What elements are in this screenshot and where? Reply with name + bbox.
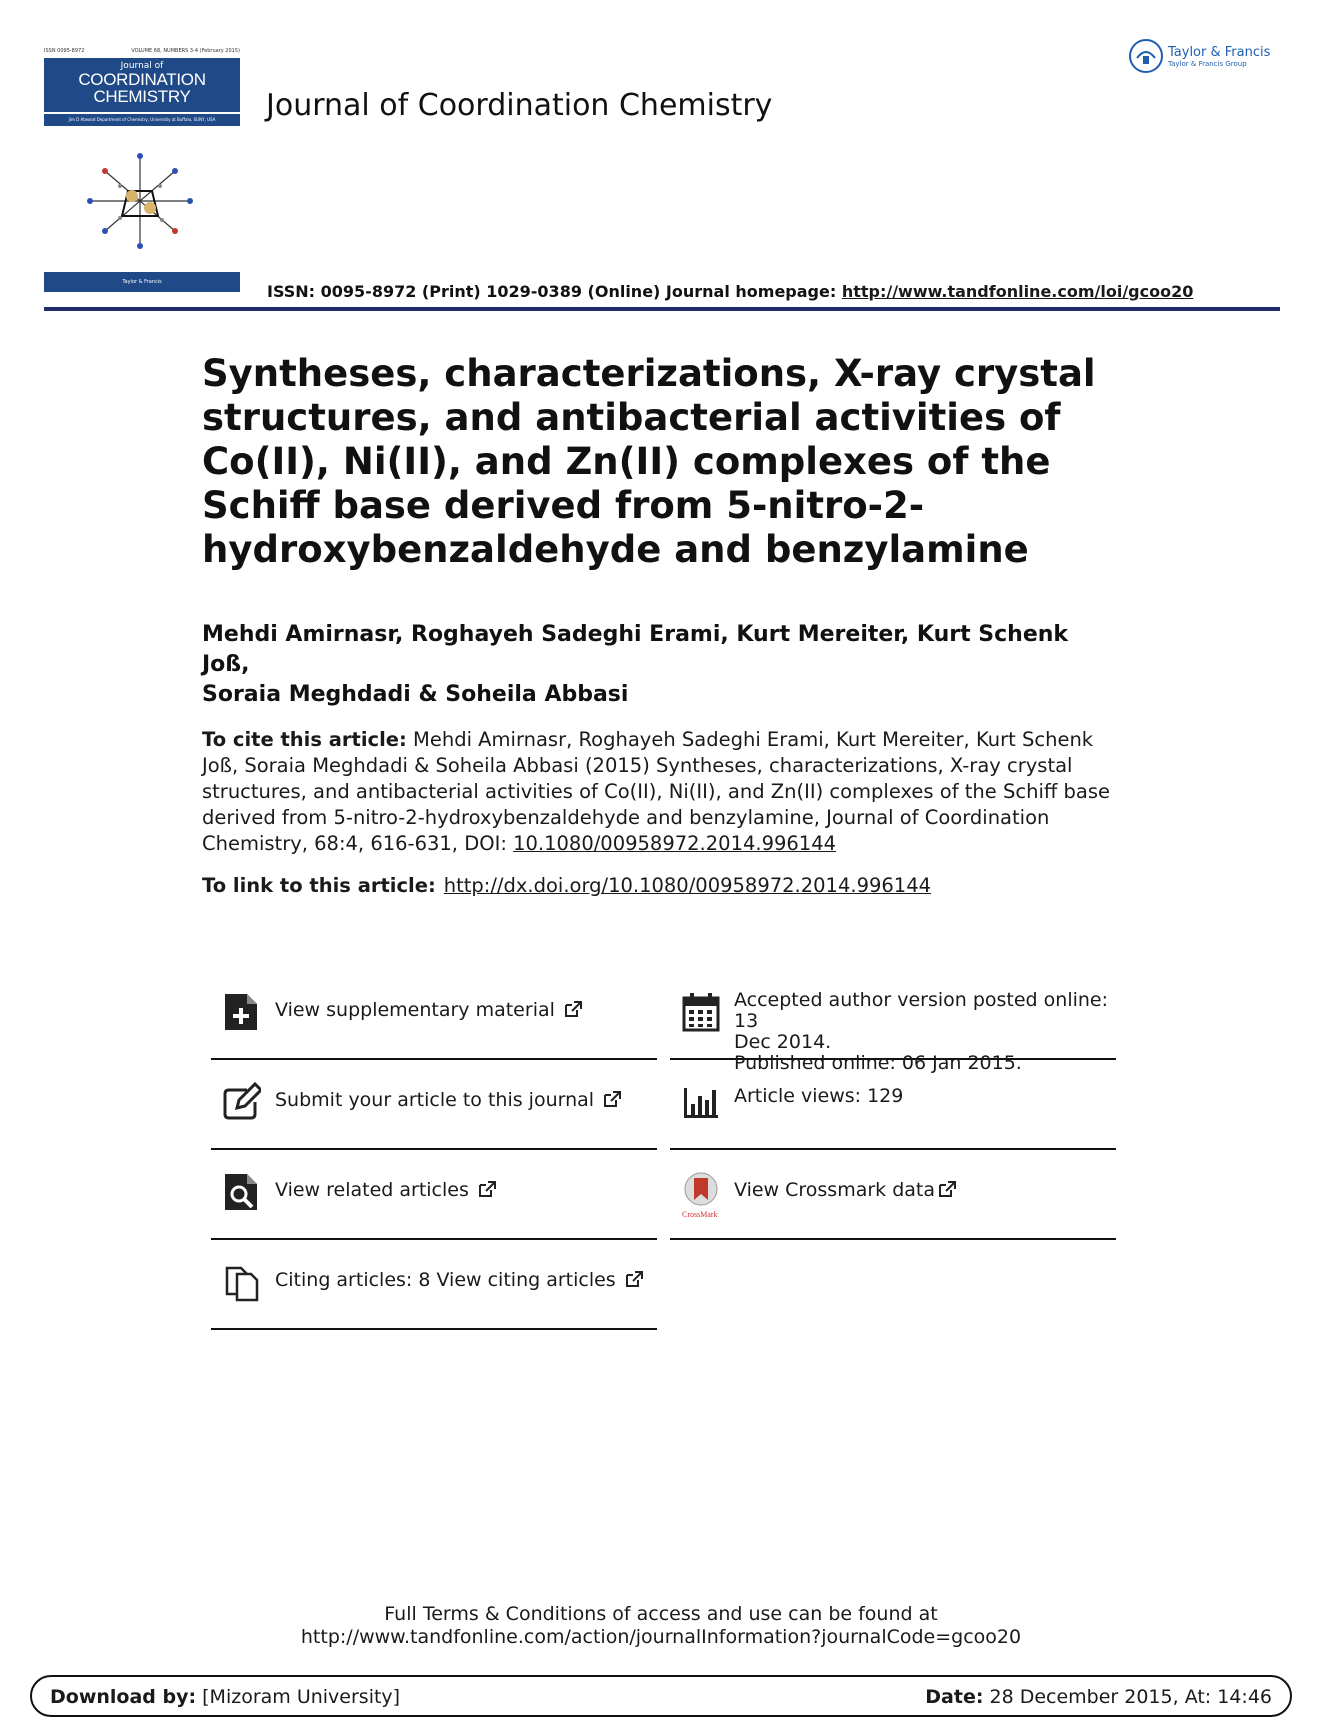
published-date: Published online: 06 Jan 2015. <box>734 1052 1022 1074</box>
cover-journal-of: Journal of <box>120 61 164 71</box>
journal-cover <box>44 48 240 292</box>
bar-chart-icon <box>682 1082 720 1122</box>
related-articles-link[interactable]: View related articles <box>275 1179 469 1201</box>
external-link-icon <box>477 1180 497 1198</box>
external-link-icon <box>563 1000 583 1018</box>
submit-article-link[interactable]: Submit your article to this journal <box>275 1089 595 1111</box>
external-link-icon <box>602 1090 622 1108</box>
publisher-group: Taylor & Francis Group <box>1168 59 1247 68</box>
download-date <box>925 1686 1272 1708</box>
accepted-date-line1: Accepted author version posted online: 13 <box>734 989 1109 1032</box>
related-cell[interactable] <box>211 1150 657 1240</box>
issn-text: ISSN: 0095-8972 (Print) 1029-0389 (Online) Journal homepage: <box>267 282 842 301</box>
submit-cell[interactable] <box>211 1060 657 1150</box>
journal-title: Journal of Coordination Chemistry <box>266 88 773 123</box>
cover-title-line1: COORDINATION <box>78 70 206 89</box>
cite-text: Mehdi Amirnasr, Roghayeh Sadeghi Erami, Kurt Mereiter, Kurt Schenk Joß, Soraia Meghdadi & Soheila Abbasi (2015) Syntheses, characterizations, X-ray crystal structures, and antibacterial activities of Co(II), Ni(II), and Zn(II) complexes of the Schiff base derived from 5-nitro-2-hydroxybenzaldehyde and benzylamine, Journal of Coordination Chemistry, 68:4, 616-631, DOI: <box>202 728 1110 855</box>
crossmark-icon <box>682 1172 720 1206</box>
download-label: Download by: <box>50 1686 197 1708</box>
article-permalink[interactable]: http://dx.doi.org/10.1080/00958972.2014.996144 <box>443 874 932 897</box>
publisher-name: Taylor & Francis <box>1168 44 1271 60</box>
external-link-icon <box>624 1270 644 1288</box>
date-label: Date: <box>925 1686 984 1708</box>
issn-line <box>267 282 1193 301</box>
terms-notice <box>0 1603 1322 1649</box>
cover-issn: ISSN 0095-8972 <box>44 48 85 54</box>
cover-meta <box>44 48 240 58</box>
cover-title-line2: CHEMISTRY <box>93 87 191 106</box>
cover-title-band <box>44 58 240 112</box>
journal-homepage-link[interactable]: http://www.tandfonline.com/loi/gcoo20 <box>841 282 1194 301</box>
edit-icon <box>223 1082 261 1122</box>
crossmark-logo-text: CrossMark <box>682 1210 718 1219</box>
download-institution: [Mizoram University] <box>196 1686 401 1708</box>
accepted-date-line2: Dec 2014. <box>734 1031 832 1053</box>
copy-documents-icon <box>223 1262 261 1302</box>
calendar-icon <box>682 992 720 1032</box>
authors-line2: Soraia Meghdadi & Soheila Abbasi <box>202 682 629 707</box>
date-value: 28 December 2015, At: 14:46 <box>983 1686 1272 1708</box>
cover-editor: Jim D Atwood Department of Chemistry, University at Buffalo, SUNY, USA <box>44 114 240 126</box>
publisher-logo[interactable] <box>1128 38 1270 74</box>
article-views: Article views: 129 <box>734 1085 904 1107</box>
download-by <box>50 1686 400 1708</box>
molecule-illustration <box>80 146 200 256</box>
crossmark-logo <box>682 1172 720 1219</box>
permalink-line <box>202 874 931 897</box>
article-title: Syntheses, characterizations, X-ray crystal structures, and antibacterial activities of Co(II), Ni(II), and Zn(II) complexes of the Schiff base derived from 5-nitro-2-hydroxybenzaldehyde and benzylamine <box>202 352 1096 571</box>
article-views-cell <box>670 1060 1116 1150</box>
cite-label: To cite this article: <box>202 728 407 751</box>
header-divider <box>44 307 1280 311</box>
taylor-francis-logo-icon <box>1128 38 1164 74</box>
supplementary-cell[interactable] <box>211 970 657 1060</box>
crossmark-link[interactable]: View Crossmark data <box>734 1179 936 1201</box>
terms-line1: Full Terms & Conditions of access and use can be found at <box>384 1603 938 1625</box>
doi-link[interactable]: 10.1080/00958972.2014.996144 <box>513 832 837 855</box>
citation-block <box>202 727 1132 857</box>
file-plus-icon <box>223 992 261 1032</box>
author-list <box>202 620 1122 710</box>
crossmark-cell[interactable] <box>670 1150 1116 1240</box>
citing-articles-link[interactable]: Citing articles: 8 View citing articles <box>275 1269 616 1291</box>
search-document-icon <box>223 1172 261 1212</box>
cover-publisher-band: Taylor & Francis <box>44 272 240 292</box>
download-info-bar <box>30 1675 1292 1717</box>
supplementary-link[interactable]: View supplementary material <box>275 999 555 1021</box>
authors-line1: Mehdi Amirnasr, Roghayeh Sadeghi Erami, Kurt Mereiter, Kurt Schenk Joß, <box>202 622 1069 677</box>
external-link-icon <box>937 1180 957 1198</box>
link-label: To link to this article: <box>202 874 436 897</box>
terms-url[interactable]: http://www.tandfonline.com/action/journalInformation?journalCode=gcoo20 <box>300 1626 1022 1648</box>
publication-dates-cell <box>670 970 1116 1074</box>
cover-volume: VOLUME 68, NUMBERS 3-4 (February 2015) <box>131 48 240 54</box>
citing-cell[interactable] <box>211 1240 657 1330</box>
